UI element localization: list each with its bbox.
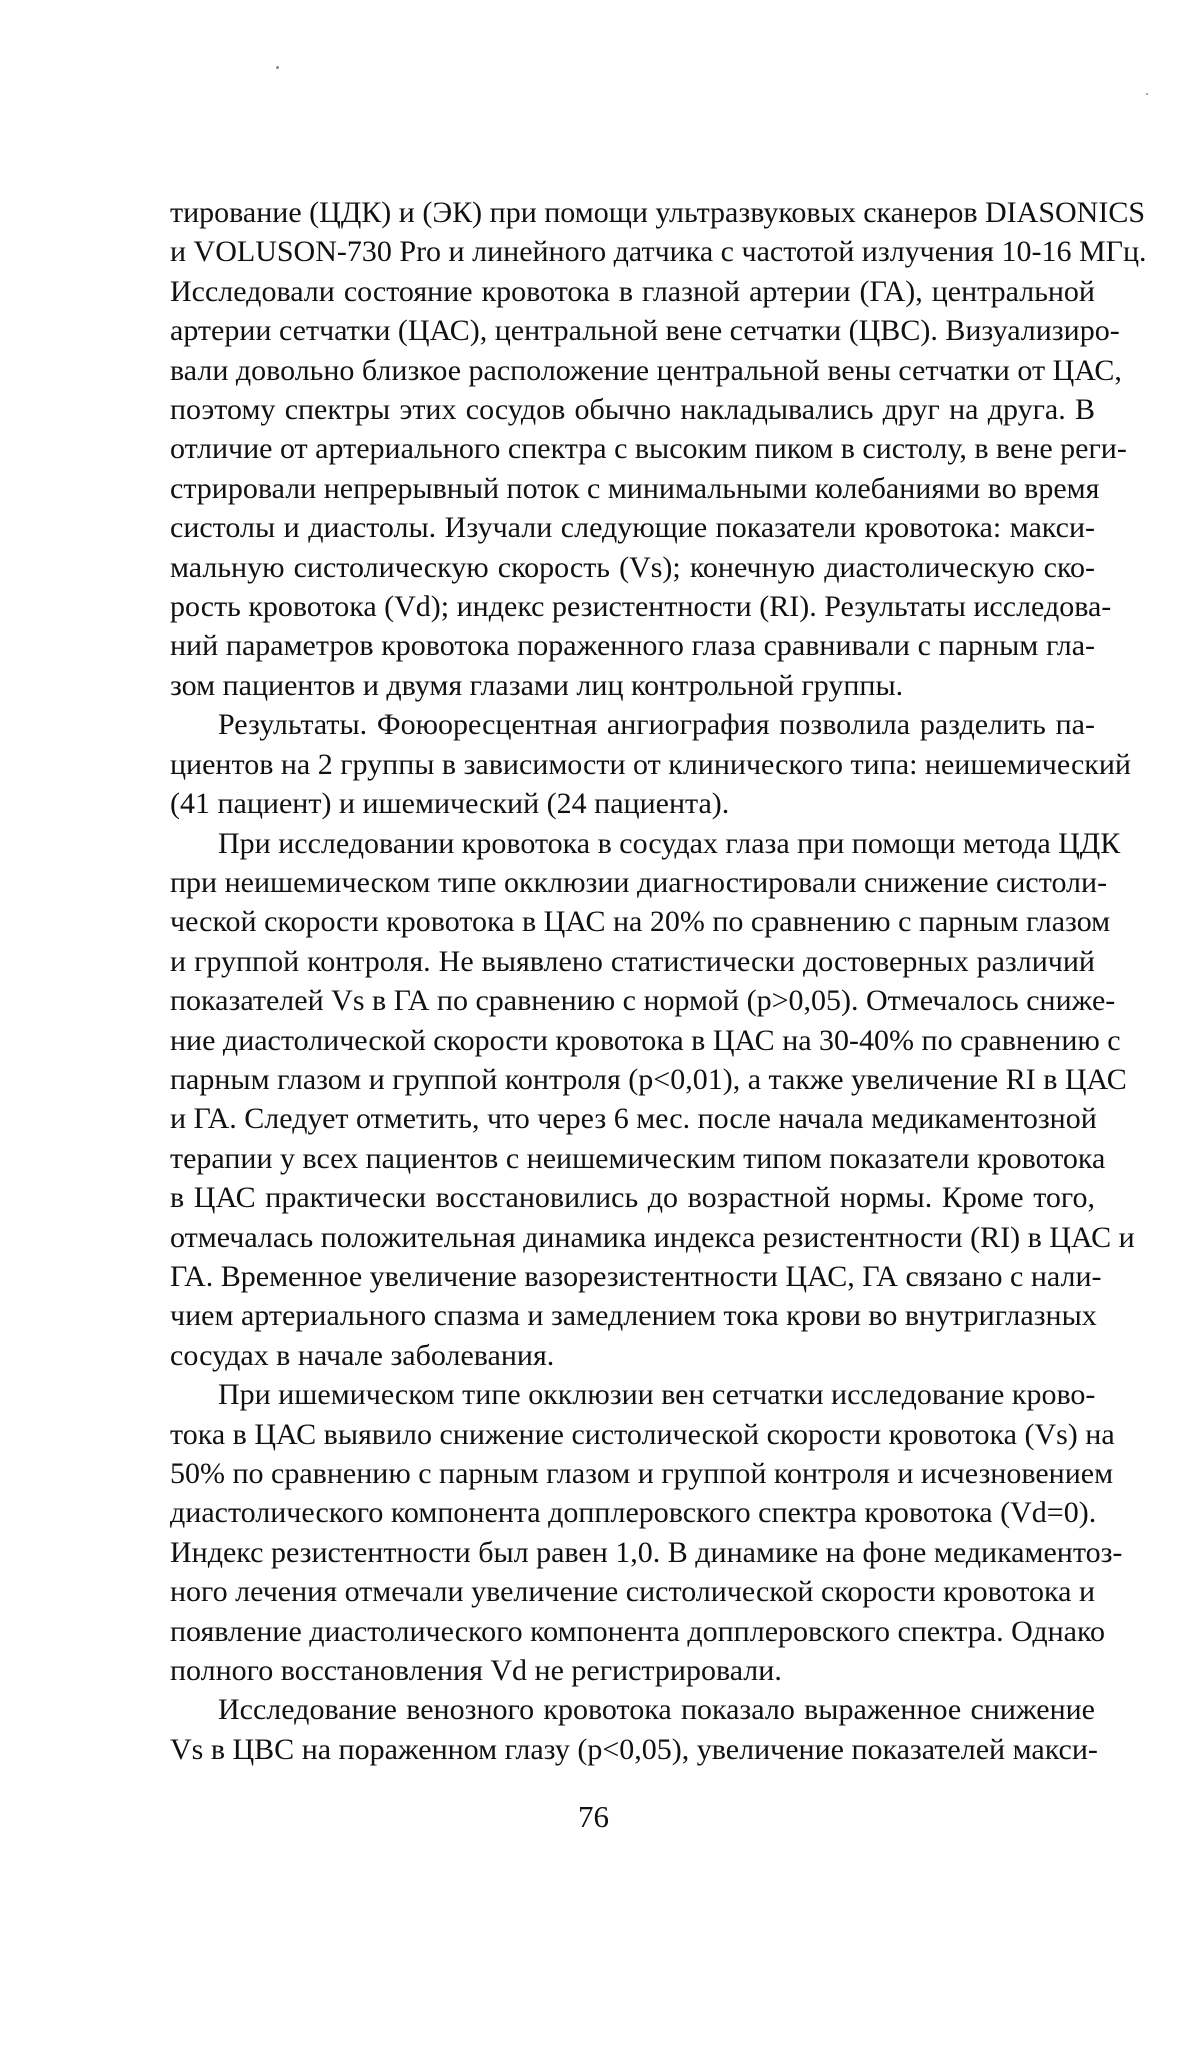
- text-line: При ишемическом типе окклюзии вен сетчатки исследование крово-: [218, 1378, 1096, 1412]
- text-line: Исследование венозного кровотока показало выраженное снижение: [218, 1693, 1095, 1727]
- text-line: тока в ЦАС выявило снижение систолической скорости кровотока (Vs) на: [170, 1417, 1115, 1451]
- text-line: и группой контроля. Не выявлено статистически достоверных различий: [170, 944, 1095, 978]
- text-line: показателей Vs в ГА по сравнению с нормой (p>0,05). Отмечалось сниже-: [170, 984, 1116, 1018]
- paragraph: [170, 1375, 1123, 1690]
- text-line: Исследовали состояние кровотока в глазной артерии (ГА), центральной: [170, 274, 1095, 308]
- text-line: При исследовании кровотока в сосудах глаза при помощи метода ЦДК: [218, 826, 1121, 860]
- text-line: диастолического компонента допплеровского спектра кровотока (Vd=0).: [170, 1496, 1097, 1530]
- text-line: тирование (ЦДК) и (ЭК) при помощи ультразвуковых сканеров DIASONICS: [170, 196, 1146, 229]
- text-line: стрировали непрерывный поток с минимальными колебаниями во время: [170, 471, 1100, 505]
- text-line: полного восстановления Vd не регистрировали.: [170, 1654, 782, 1688]
- text-line: мальную систолическую скорость (Vs); конечную диастолическую ско-: [170, 550, 1095, 584]
- text-line: ного лечения отмечали увеличение систолической скорости кровотока и: [170, 1575, 1095, 1609]
- text-line: 50% по сравнению с парным глазом и группой контроля и исчезновением: [170, 1457, 1114, 1490]
- text-line: Vs в ЦВС на пораженном глазу (p<0,05), увеличение показателей макси-: [170, 1732, 1098, 1766]
- paragraph: [170, 1690, 1098, 1769]
- text-line: в ЦАС практически восстановились до возрастной нормы. Кроме того,: [170, 1181, 1095, 1215]
- text-line: систолы и диастолы. Изучали следующие показатели кровотока: макси-: [170, 511, 1095, 545]
- text-line: и ГА. Следует отметить, что через 6 мес. после начала медикаментозной: [170, 1102, 1097, 1136]
- text-line: отличие от артериального спектра с высоким пиком в систолу, в вене реги-: [170, 432, 1127, 466]
- text-line: ческой скорости кровотока в ЦАС на 20% по сравнению с парным глазом: [170, 905, 1111, 939]
- text-line: и VOLUSON-730 Pro и линейного датчика с частотой излучения 10-16 МГц.: [170, 235, 1147, 269]
- text-line: зом пациентов и двумя глазами лиц контрольной группы.: [170, 668, 904, 702]
- text-line: артерии сетчатки (ЦАС), центральной вене сетчатки (ЦВС). Визуализиро-: [170, 314, 1120, 348]
- text-line: (41 пациент) и ишемический (24 пациента).: [170, 787, 730, 821]
- text-line: поэтому спектры этих сосудов обычно накладывались друг на друга. В: [170, 393, 1095, 427]
- text-line: циентов на 2 группы в зависимости от клинического типа: неишемический: [170, 747, 1131, 781]
- text-line: ний параметров кровотока пораженного глаза сравнивали с парным гла-: [170, 629, 1095, 663]
- body-text: [170, 193, 1147, 1769]
- paragraph: [170, 705, 1131, 823]
- text-line: ние диастолической скорости кровотока в ЦАС на 30-40% по сравнению с: [170, 1023, 1121, 1057]
- text-line: вали довольно близкое расположение центральной вены сетчатки от ЦАС,: [170, 353, 1122, 387]
- text-line: Индекс резистентности был равен 1,0. В динамике на фоне медикаментоз-: [170, 1535, 1123, 1569]
- text-line: парным глазом и группой контроля (p<0,01), а также увеличение RI в ЦАС: [170, 1062, 1127, 1096]
- page-number: 76: [578, 1799, 609, 1834]
- paragraph: [170, 824, 1135, 1376]
- paragraph: [170, 193, 1147, 705]
- text-line: терапии у всех пациентов с неишемическим типом показатели кровотока: [170, 1141, 1106, 1175]
- text-line: рость кровотока (Vd); индекс резистентности (RI). Результаты исследова-: [170, 590, 1112, 624]
- text-line: чием артериального спазма и замедлением тока крови во внутриглазных: [170, 1299, 1097, 1333]
- text-line: отмечалась положительная динамика индекса резистентности (RI) в ЦАС и: [170, 1220, 1135, 1254]
- scan-speck: [276, 66, 279, 69]
- text-line: сосудах в начале заболевания.: [170, 1338, 555, 1372]
- text-line: Результаты. Фоюоресцентная ангиография позволила разделить па-: [218, 708, 1095, 742]
- text-line: появление диастолического компонента допплеровского спектра. Однако: [170, 1614, 1106, 1648]
- scan-speck: [1146, 93, 1148, 95]
- text-line: ГА. Временное увеличение вазорезистентности ЦАС, ГА связано с нали-: [170, 1259, 1102, 1293]
- text-line: при неишемическом типе окклюзии диагностировали снижение систоли-: [170, 865, 1108, 899]
